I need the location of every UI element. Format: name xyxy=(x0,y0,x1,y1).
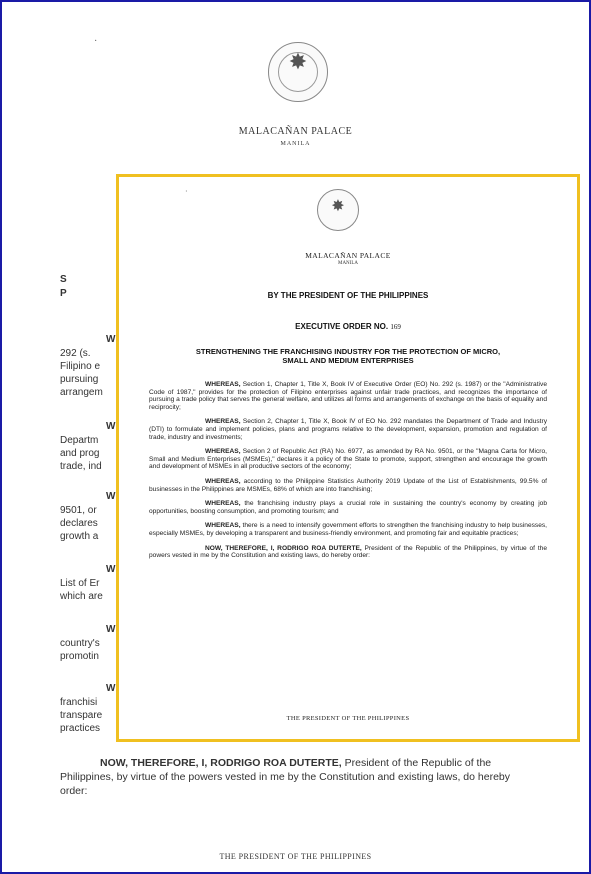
order-title: STRENGTHENING THE FRANCHISING INDUSTRY FOR THE PROTECTION OF MICRO, SMALL AND MEDIUM ENTERPRISES xyxy=(195,347,501,365)
whereas-paragraph xyxy=(149,478,547,493)
paragraph-lead: WHEREAS, xyxy=(205,448,241,456)
paragraph-text: Section 1, Chapter 1, Title X, Book IV of Executive Order (EO) No. 292 (s. 1987) or the "Administrative Code of 1987," provides for the protection of Filipino enterprises against unfair trade practices, and recognizes the importance of pursuing a trade policy that serves the general welfare, and utilizes all forms and arrangements of exchange on the basis of equality and reciprocity; xyxy=(149,381,547,411)
whereas-paragraph xyxy=(149,448,547,471)
bg-fragment: trade, ind xyxy=(60,461,102,472)
whereas-paragraph xyxy=(149,381,547,411)
bg-fragment: growth a xyxy=(60,531,99,542)
bg-fragment: S xyxy=(60,274,67,285)
paragraph-text: there is a need to intensify government efforts to strengthen the franchising industry to help businesses, especially MSMEs, by developing a transparent and business-friendly environment, and promoting fair and equitable practices; xyxy=(149,522,547,537)
paragraph-text: President of the Republic of the Philippines, by virtue of the powers vested in me by the Constitution and existing laws, do hereby order: xyxy=(149,544,547,560)
seal-sun-icon: ✸ xyxy=(331,198,345,215)
bg-now-therefore-lead: NOW, THEREFORE, I, RODRIGO ROA DUTERTE, xyxy=(100,757,342,769)
executive-order-number xyxy=(119,322,577,331)
bg-fragment: pursuing xyxy=(60,374,99,385)
bg-fragment: practices xyxy=(60,723,101,734)
paragraph-text: according to the Philippine Statistics Authority 2019 Update of the List of Establishments, 99.5% of businesses in the Philippines are MSMEs, 68% of which are into franchising; xyxy=(149,477,547,493)
paragraph-lead: WHEREAS, xyxy=(205,418,241,426)
bg-city-subheading: MANILA xyxy=(280,141,311,147)
bg-fragment: Departm xyxy=(60,435,99,446)
bg-fragment: which are xyxy=(60,591,103,602)
highlighted-executive-order-page xyxy=(116,174,580,742)
bg-fragment: W xyxy=(106,683,116,694)
bg-fragment: W xyxy=(106,491,116,502)
bg-fragment: transpare xyxy=(60,710,103,721)
bg-fragment: arrangem xyxy=(60,387,103,398)
bg-fragment: declares xyxy=(60,518,98,529)
bg-fragment: List of Er xyxy=(60,578,100,589)
paragraph-lead: WHEREAS, xyxy=(205,522,241,530)
bg-fragment: Filipino e xyxy=(60,361,101,372)
bg-fragment: W xyxy=(106,564,116,575)
bg-fragment: and prog xyxy=(60,448,100,459)
scan-speck: · xyxy=(94,36,98,47)
scan-speck: · xyxy=(185,187,188,196)
eo-label: EXECUTIVE ORDER NO. xyxy=(295,322,389,331)
paragraph-text: the franchising industry plays a crucial role in sustaining the country's economy by creating job opportunities, boosting consumption, and promoting tourism; and xyxy=(149,500,547,515)
bg-fragment: country's xyxy=(60,638,100,649)
footer-signature-line: THE PRESIDENT OF THE PHILIPPINES xyxy=(286,715,410,722)
bg-fragment: promotin xyxy=(60,651,99,662)
eo-number: 169 xyxy=(390,323,401,331)
now-therefore-paragraph xyxy=(149,545,547,560)
bg-fragment: franchisi xyxy=(60,697,98,708)
whereas-paragraph xyxy=(149,500,547,515)
seal-sun-icon: ✸ xyxy=(288,49,308,74)
palace-heading: MALACAÑAN PALACE xyxy=(305,251,391,260)
paragraph-lead: WHEREAS, xyxy=(205,500,241,508)
paragraph-text: Section 2 of Republic Act (RA) No. 6977, as amended by RA No. 9501, or the "Magna Carta for Micro, Small and Medium Enterprises (MSMEs)," declares it a policy of the State to promote, support, strengthen and encourage the growth and development of MSMEs in all productive sectors of the economy; xyxy=(149,448,547,471)
bg-palace-heading: MALACAÑAN PALACE xyxy=(238,126,353,137)
paragraph-lead: NOW, THEREFORE, I, RODRIGO ROA DUTERTE, xyxy=(205,544,362,552)
by-the-president-line: BY THE PRESIDENT OF THE PHILIPPINES xyxy=(267,291,429,300)
presidential-seal-icon xyxy=(268,42,328,102)
bg-fragment: 292 (s. xyxy=(60,348,91,359)
bg-now-therefore-paragraph xyxy=(60,756,530,798)
paragraph-lead: WHEREAS, xyxy=(205,381,241,388)
city-subheading: MANILA xyxy=(338,261,358,266)
bg-footer-signature-line: THE PRESIDENT OF THE PHILIPPINES xyxy=(219,852,372,861)
bg-now-therefore-text: President of the Republic of the Philippines, by virtue of the powers vested in me by the Constitution and existing laws, do hereby order: xyxy=(60,757,510,797)
presidential-seal-icon xyxy=(317,189,359,231)
bg-fragment: W xyxy=(106,334,116,345)
whereas-paragraph xyxy=(149,418,547,441)
paragraph-text: Section 2, Chapter 1, Title X, Book IV of EO No. 292 mandates the Department of Trade and Industry (DTI) to formulate and implement policies, plans and programs relative to the development, expansion, promotion and regulation of trade, industry and investments; xyxy=(149,418,547,441)
bg-fragment: P xyxy=(60,288,67,299)
whereas-paragraph xyxy=(149,522,547,537)
paragraph-lead: WHEREAS, xyxy=(205,477,241,485)
bg-fragment: W xyxy=(106,624,116,635)
bg-fragment: 9501, or xyxy=(60,505,97,516)
bg-fragment: W xyxy=(106,421,116,432)
order-body xyxy=(149,381,547,567)
